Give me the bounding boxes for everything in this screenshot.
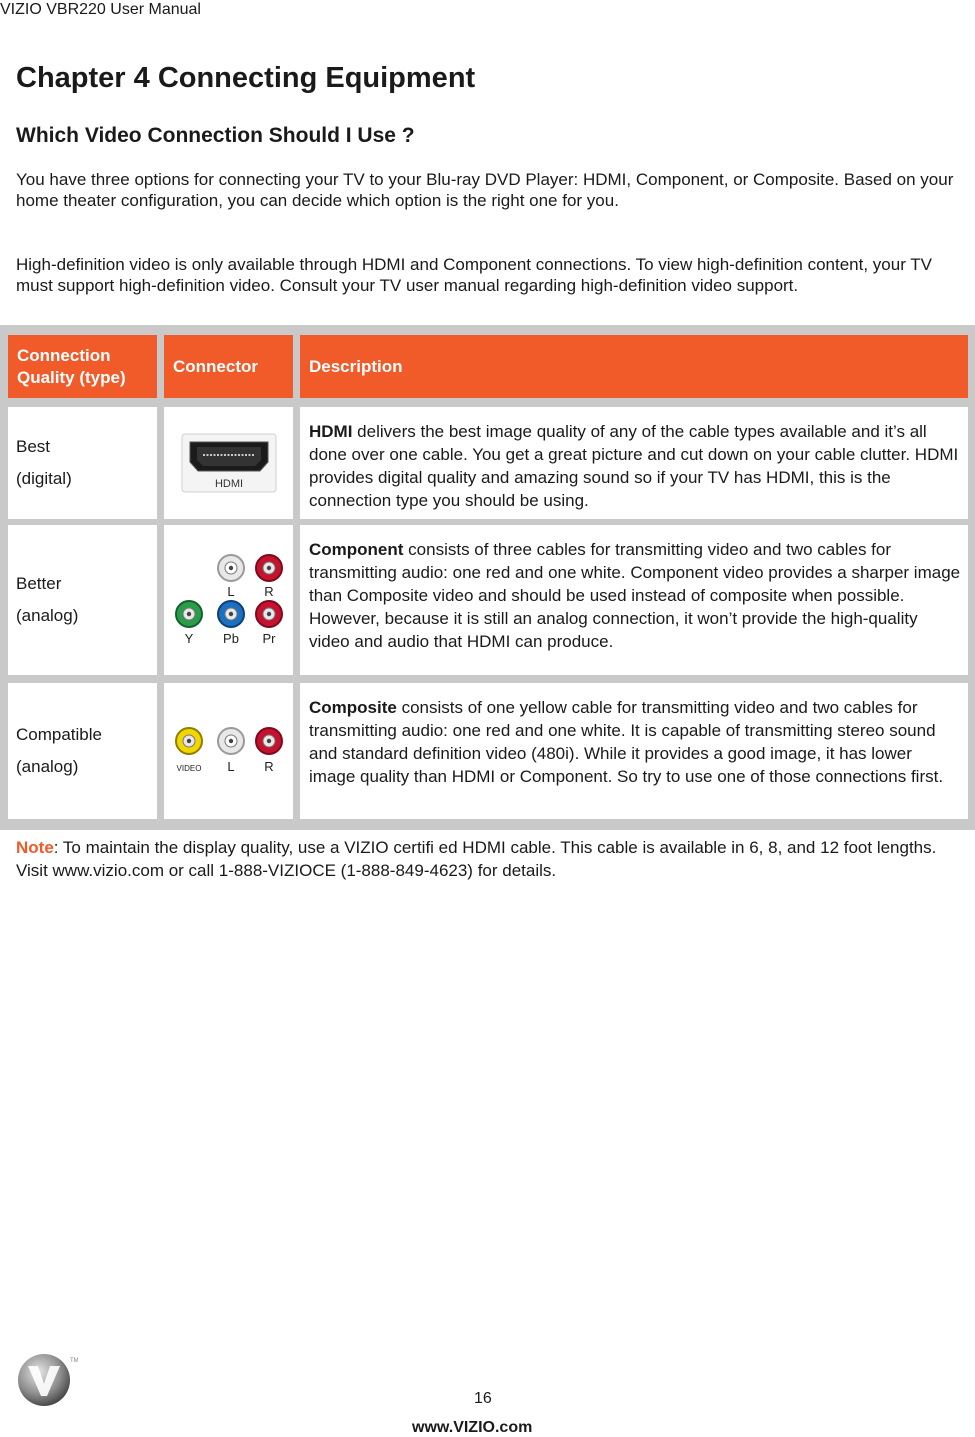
jack-label-pb: Pb (222, 631, 239, 646)
desc-text: consists of one yellow cable for transmitting video and two cables for transmitting audio: one red and one white. It is capable of transmitting stereo sound and standard definition video (480i). While it provides a good image, it has lower image quality than HDMI or Component. So try to use one of those connections first. (309, 698, 944, 786)
desc-lead: Component (309, 540, 404, 559)
note-label: Note (16, 838, 54, 857)
chapter-title: Chapter 4 Connecting Equipment (16, 62, 476, 94)
intro-paragraph: You have three options for connecting your TV to your Blu-ray DVD Player: HDMI, Component, or Composite. Based on your home theater configuration, you can decide which option is the right one for you. (16, 170, 954, 210)
table-row-best-quality (8, 407, 157, 519)
header-description: Description (300, 335, 968, 398)
desc-lead: Composite (309, 698, 397, 717)
jack-label-video: VIDEO (176, 764, 201, 773)
section-title: Which Video Connection Should I Use ? (16, 124, 415, 147)
header-connector: Connector (164, 335, 293, 398)
logo-trademark: TM (70, 1358, 78, 1364)
desc-text: delivers the best image quality of any of the cable types available and it’s all done over one cable. You get a great picture and cut down on your cable clutter. HDMI provides digital quality and amazing sound so if your TV has HDMI, this is the connection type you should be using. (309, 422, 959, 510)
jack-label-l: L (226, 584, 235, 599)
note-text: : To maintain the display quality, use a VIZIO certifi ed HDMI cable. This cable is available in 6, 8, and 12 foot lengths. Visit www.vizio.com or call 1-888-VIZIOCE (1-888-849-4623) for details. (16, 838, 937, 880)
hdmi-port-icon (181, 433, 277, 493)
jack-label-y: Y (184, 631, 193, 646)
connection-table (0, 325, 975, 830)
table-row-compatible-description (300, 683, 968, 819)
table-row-compatible-quality (8, 683, 157, 819)
component-jacks-icon (173, 550, 285, 650)
table-row-better-description (300, 525, 968, 675)
header-quality: Connection Quality (type) (8, 335, 157, 398)
running-header: VIZIO VBR220 User Manual (0, 1, 201, 18)
jack-label-r: R (263, 759, 274, 774)
desc-text: consists of three cables for transmitting video and two cables for transmitting audio: one red and one white. Component video provides a sharper image than Composite video and should be used instead of composite when possible. However, because it is still an analog connection, it won’t provide the high-quality video and audio that HDMI can produce. (309, 540, 961, 651)
table-row-best-description (300, 407, 968, 519)
page-number: 16 (474, 1390, 492, 1407)
note (16, 836, 966, 882)
jack-label-l: L (226, 759, 235, 774)
desc-lead: HDMI (309, 422, 353, 441)
quality-type: (analog) (16, 606, 79, 625)
composite-connector-cell (164, 683, 293, 819)
quality-label: Compatible (16, 725, 102, 744)
hdmi-connector-cell (164, 407, 293, 519)
hd-paragraph: High-definition video is only available through HDMI and Component connections. To view high-definition content, your TV must support high-definition video. Consult your TV user manual regarding high-definition video support. (16, 255, 933, 295)
component-connector-cell (164, 525, 293, 675)
vizio-v-logo-icon (16, 1352, 78, 1413)
jack-label-pr: Pr (262, 631, 275, 646)
composite-jacks-icon (173, 723, 285, 779)
quality-label: Better (16, 574, 62, 593)
quality-label: Best (16, 437, 51, 456)
quality-type: (digital) (16, 469, 72, 488)
footer-url: www.VIZIO.com (412, 1419, 533, 1436)
quality-type: (analog) (16, 757, 79, 776)
hdmi-port-label: HDMI (214, 478, 243, 490)
table-row-better-quality (8, 525, 157, 675)
jack-label-r: R (263, 584, 274, 599)
